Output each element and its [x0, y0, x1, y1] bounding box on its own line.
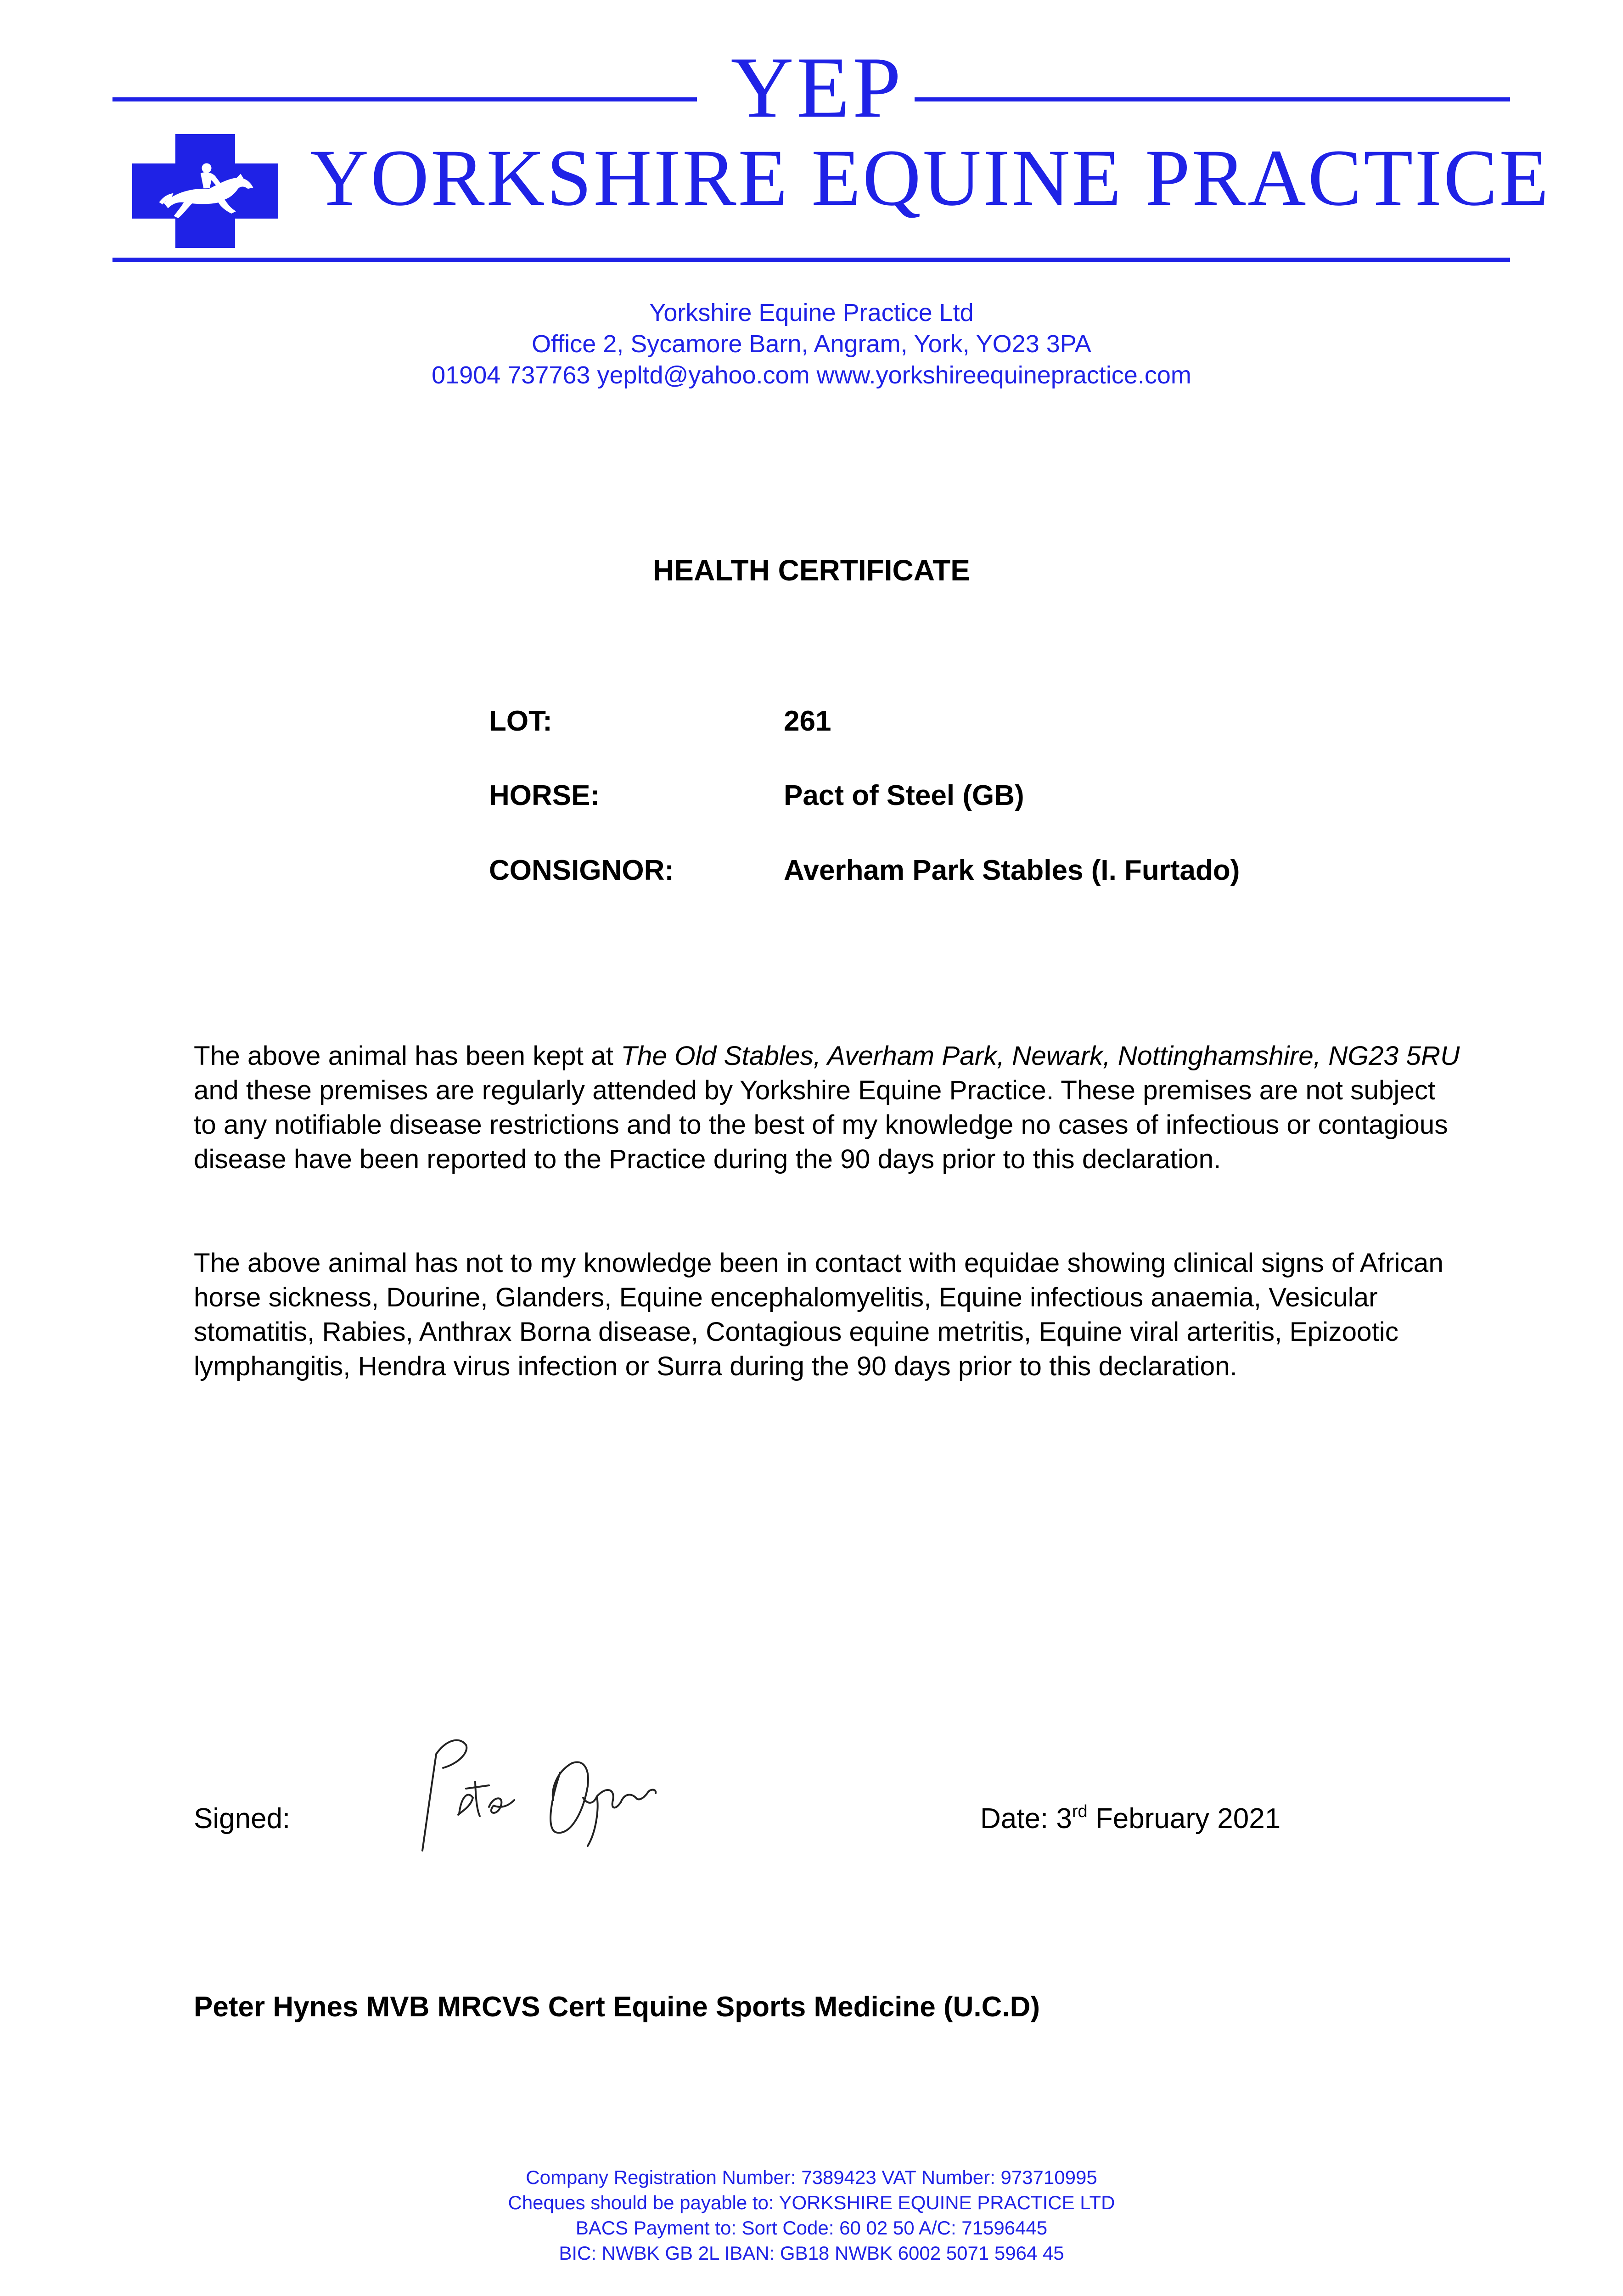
lot-label: LOT:	[489, 705, 552, 737]
date	[980, 1802, 1280, 1835]
footer-registration: Company Registration Number: 7389423 VAT Number: 973710995	[526, 2167, 1097, 2188]
brand-abbreviation: YEP	[730, 39, 904, 136]
handwritten-signature	[367, 1699, 689, 1864]
bottom-rule	[112, 258, 1510, 262]
brand-name: YORKSHIRE EQUINE PRACTICE	[310, 133, 1550, 223]
signatory-name: Peter Hynes MVB MRCVS Cert Equine Sports Medicine (U.C.D)	[194, 1991, 1040, 2023]
consignor-value: Averham Park Stables (I. Furtado)	[784, 855, 1240, 886]
footer-bank: BIC: NWBK GB 2L IBAN: GB18 NWBK 6002 5071 5964 45	[559, 2242, 1064, 2264]
premises-address: The Old Stables, Averham Park, Newark, Nottinghamshire, NG23 5RU	[621, 1041, 1460, 1071]
cross-with-horse-and-jockey-icon	[132, 134, 278, 248]
certificate-title: HEALTH CERTIFICATE	[653, 554, 970, 587]
date-value: February 2021	[1087, 1803, 1281, 1835]
declaration-paragraph-contact: The above animal has not to my knowledge been in contact with equidae showing clinical signs of African horse sickness, Dourine, Glanders, Equine encephalomyelitis, Equine infectious anaemia, Vesicular stomatitis, Rabies, Anthrax Borna disease, Contagious equine metritis, Equine viral arteritis, Epizootic lymphangitis, Hendra virus infection or Surra during the 90 days prior to this declaration.	[194, 1248, 1443, 1381]
top-rule-right	[915, 97, 1510, 101]
footer-bacs: BACS Payment to: Sort Code: 60 02 50 A/C: 71596445	[575, 2217, 1048, 2239]
consignor-label: CONSIGNOR:	[489, 855, 674, 886]
signed-label: Signed:	[194, 1803, 291, 1835]
top-rule-left	[112, 97, 697, 101]
date-label: Date: 3	[980, 1803, 1072, 1835]
horse-value: Pact of Steel (GB)	[784, 780, 1024, 811]
footer-cheques: Cheques should be payable to: YORKSHIRE EQUINE PRACTICE LTD	[508, 2192, 1115, 2213]
lot-value: 261	[784, 705, 831, 737]
declaration-paragraph-premises	[194, 1039, 1461, 1176]
contact-company: Yorkshire Equine Practice Ltd	[649, 299, 974, 326]
paragraph1-intro: The above animal has been kept at	[194, 1041, 621, 1071]
horse-label: HORSE:	[489, 780, 600, 811]
paragraph1-body: and these premises are regularly attended by Yorkshire Equine Practice. These premises are not subject to any notifiable disease restrictions and to the best of my knowledge no cases of infectious or contagious disease have been reported to the Practice during the 90 days prior to this declaration.	[194, 1075, 1448, 1174]
contact-phone-email-web: 01904 737763 yepltd@yahoo.com www.yorkshireequinepractice.com	[432, 361, 1191, 389]
date-ordinal: rd	[1072, 1802, 1088, 1821]
contact-address: Office 2, Sycamore Barn, Angram, York, YO23 3PA	[532, 330, 1091, 358]
